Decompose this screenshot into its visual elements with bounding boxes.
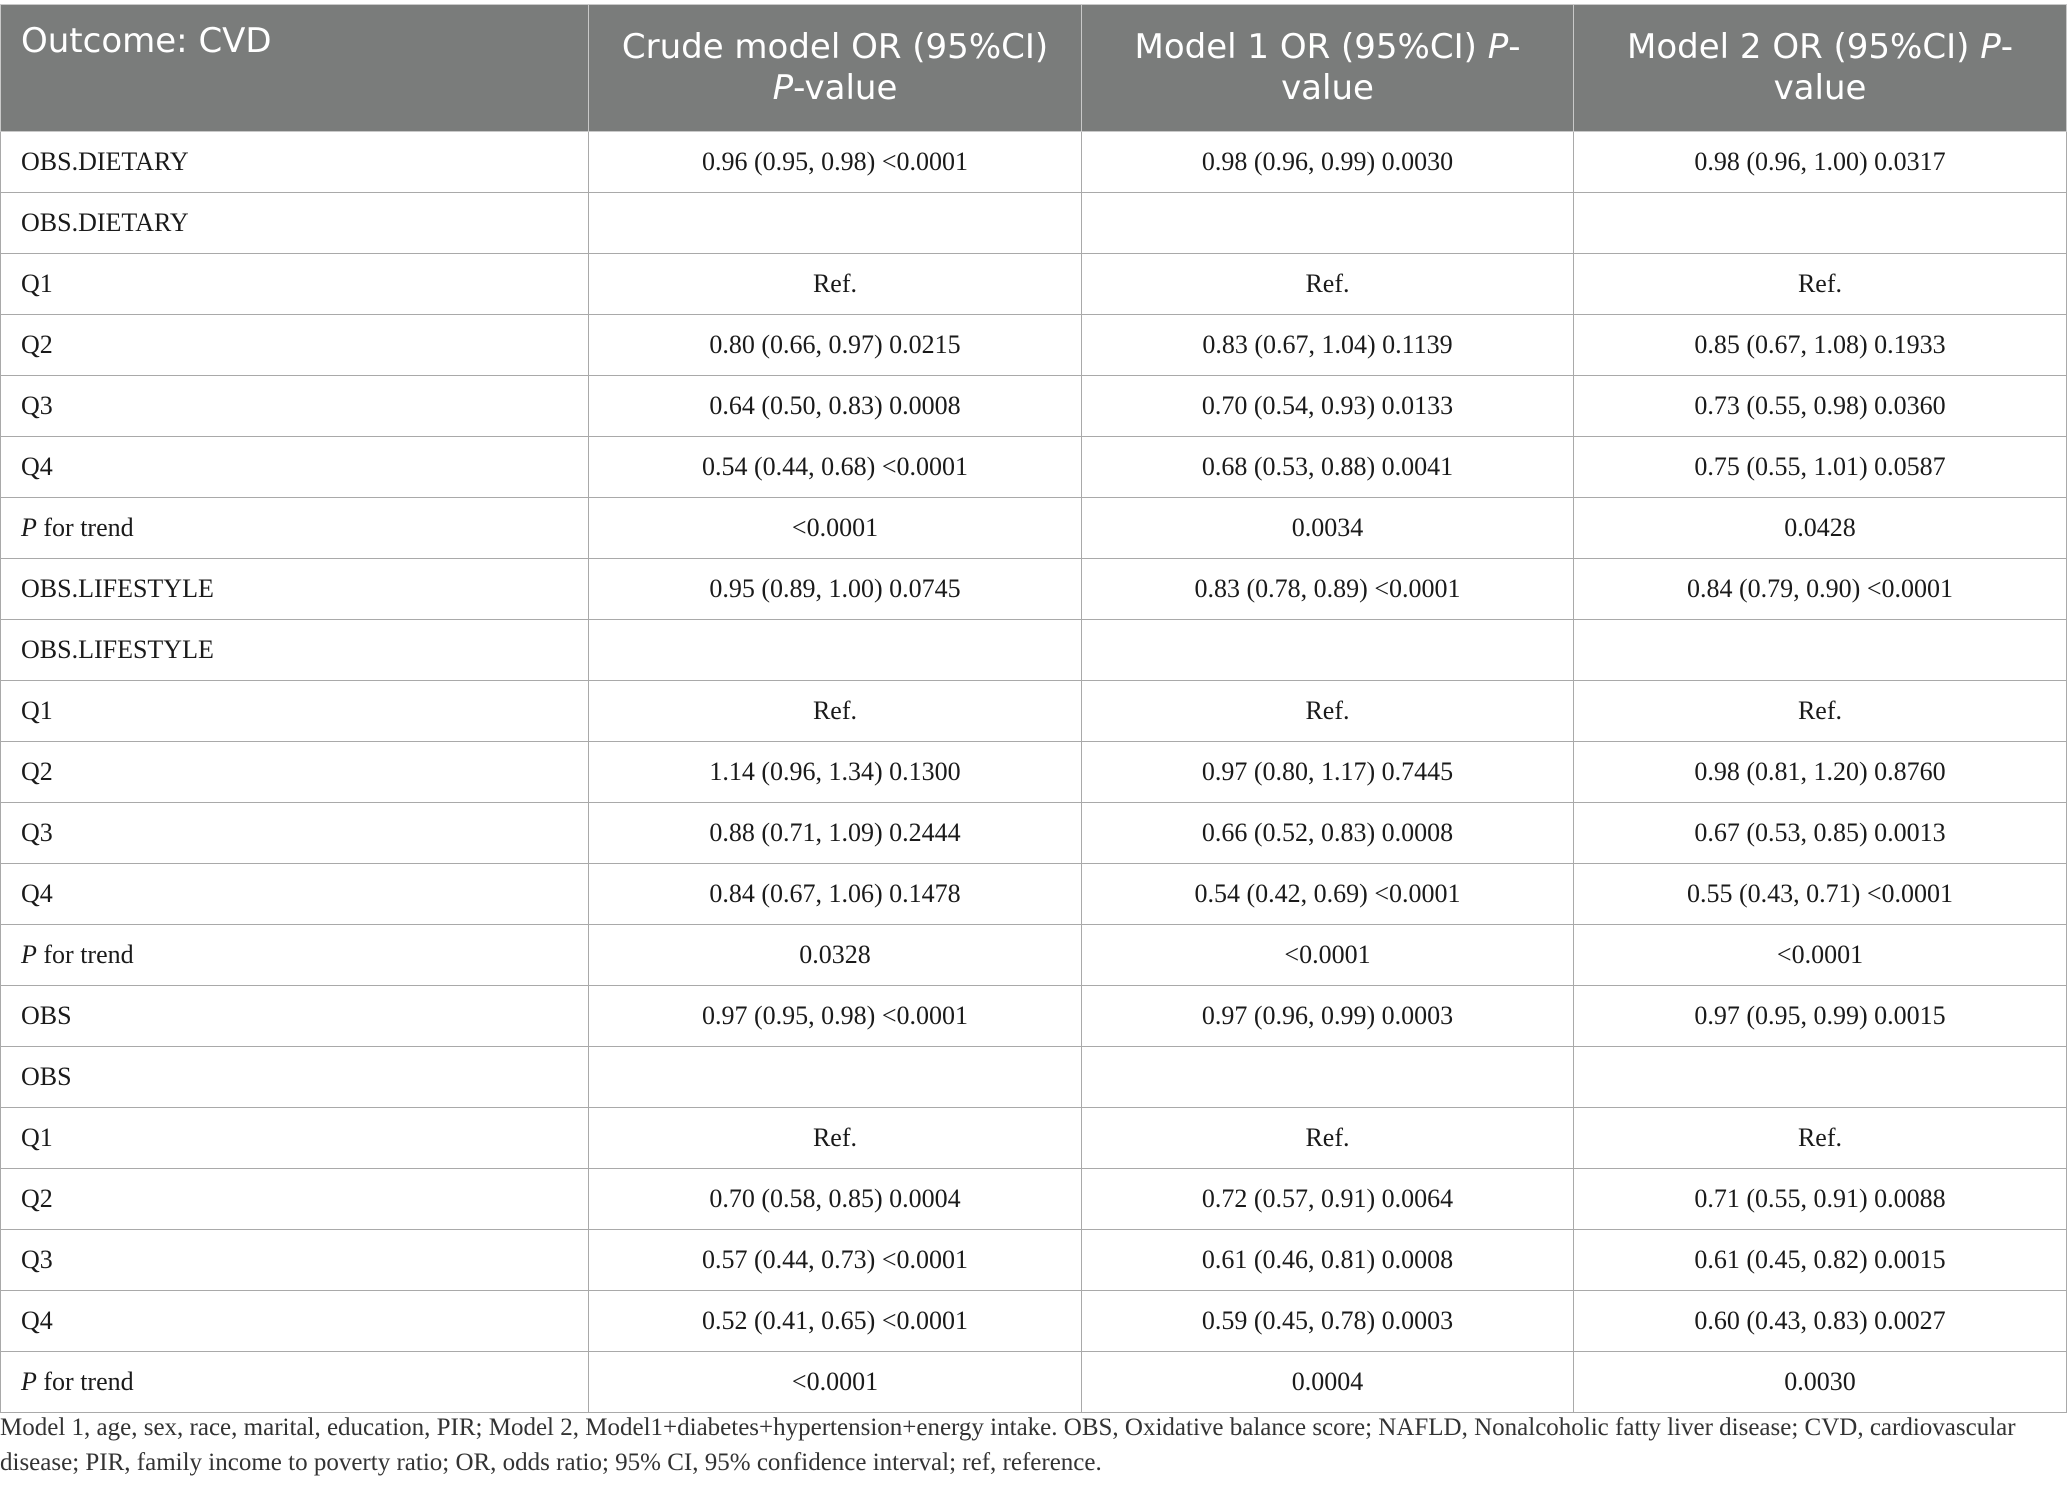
header-crude-p: P [772,68,794,108]
row-label: Q2 [21,757,53,786]
row-label-p: P [21,513,37,542]
model-1-cell: 0.83 (0.67, 1.04) 0.1139 [1082,315,1574,376]
row-label-p: P [21,940,37,969]
table-row [1,681,2067,742]
crude-model-cell [589,193,1082,254]
header-model-2: Model 2 OR (95%CI) P- value [1574,5,2067,132]
model-1-cell: 0.72 (0.57, 0.91) 0.0064 [1082,1169,1574,1230]
crude-model-cell: 0.84 (0.67, 1.06) 0.1478 [589,864,1082,925]
model-2-cell [1574,1047,2067,1108]
model-1-cell: 0.83 (0.78, 0.89) <0.0001 [1082,559,1574,620]
table-row [1,132,2067,193]
crude-model-cell: 0.52 (0.41, 0.65) <0.0001 [589,1291,1082,1352]
model-2-cell: 0.0030 [1574,1352,2067,1413]
row-label-cell [1,986,589,1047]
row-label: OBS.DIETARY [21,208,189,237]
model-2-cell: 0.73 (0.55, 0.98) 0.0360 [1574,376,2067,437]
row-label: Q4 [21,879,53,908]
crude-model-cell: 0.80 (0.66, 0.97) 0.0215 [589,315,1082,376]
table-body [1,132,2067,1413]
row-label-cell [1,1352,589,1413]
row-label: Q2 [21,1184,53,1213]
model-2-cell: 0.97 (0.95, 0.99) 0.0015 [1574,986,2067,1047]
row-label-cell [1,864,589,925]
model-1-cell [1082,193,1574,254]
model-1-cell: Ref. [1082,1108,1574,1169]
model-2-cell: 0.71 (0.55, 0.91) 0.0088 [1574,1169,2067,1230]
table-row [1,1047,2067,1108]
row-label-cell [1,681,589,742]
row-label: OBS.DIETARY [21,147,189,176]
row-label-cell [1,1230,589,1291]
model-2-cell: 0.84 (0.79, 0.90) <0.0001 [1574,559,2067,620]
row-label-cell [1,376,589,437]
row-label: Q2 [21,330,53,359]
crude-model-cell: 0.96 (0.95, 0.98) <0.0001 [589,132,1082,193]
model-1-cell [1082,1047,1574,1108]
table-row [1,559,2067,620]
row-label-cell [1,620,589,681]
row-label-cell [1,1169,589,1230]
header-m1-text: Model 1 OR (95%CI) [1134,27,1488,67]
model-2-cell: Ref. [1574,254,2067,315]
row-label: Q3 [21,1245,53,1274]
row-label: for trend [36,1367,134,1396]
row-label-cell [1,925,589,986]
table-footnote: Model 1, age, sex, race, marital, education, PIR; Model 2, Model1+diabetes+hypertension+energy intake. OBS, Oxidative balance score; NAFLD, Nonalcoholic fatty liver disease; CVD, cardiovascular disease; PIR, family income to poverty ratio; OR, odds ratio; 95% CI, 95% confidence interval; ref, reference. [0,1414,2016,1476]
model-1-cell: 0.98 (0.96, 0.99) 0.0030 [1082,132,1574,193]
model-2-cell: 0.98 (0.81, 1.20) 0.8760 [1574,742,2067,803]
results-table [0,4,2067,1413]
model-2-cell [1574,193,2067,254]
row-label-cell [1,742,589,803]
model-1-cell: 0.97 (0.96, 0.99) 0.0003 [1082,986,1574,1047]
model-1-cell: 0.0004 [1082,1352,1574,1413]
model-2-cell: 0.61 (0.45, 0.82) 0.0015 [1574,1230,2067,1291]
model-2-cell: 0.67 (0.53, 0.85) 0.0013 [1574,803,2067,864]
table-row [1,1230,2067,1291]
table-row [1,254,2067,315]
crude-model-cell: Ref. [589,681,1082,742]
model-2-cell: 0.60 (0.43, 0.83) 0.0027 [1574,1291,2067,1352]
table-row [1,498,2067,559]
table-row [1,437,2067,498]
table-header [1,5,2067,132]
row-label: OBS.LIFESTYLE [21,635,214,664]
table-row [1,1352,2067,1413]
header-crude-text: Crude model OR (95%CI) [621,27,1049,67]
header-m2-p: P [1980,27,2001,67]
table-row [1,1291,2067,1352]
header-m2-text: Model 2 OR (95%CI) [1627,27,1981,67]
model-2-cell: 0.75 (0.55, 1.01) 0.0587 [1574,437,2067,498]
table-row [1,193,2067,254]
crude-model-cell: 0.95 (0.89, 1.00) 0.0745 [589,559,1082,620]
model-2-cell [1574,620,2067,681]
model-1-cell: 0.54 (0.42, 0.69) <0.0001 [1082,864,1574,925]
model-1-cell: Ref. [1082,681,1574,742]
row-label: Q1 [21,1123,53,1152]
row-label-cell [1,315,589,376]
header-crude-suffix: -value [793,68,898,108]
model-1-cell: 0.97 (0.80, 1.17) 0.7445 [1082,742,1574,803]
table-row [1,803,2067,864]
row-label-cell [1,559,589,620]
row-label-p: P [21,1367,37,1396]
row-label: Q4 [21,1306,53,1335]
table-row [1,925,2067,986]
row-label: for trend [36,513,134,542]
model-2-cell: <0.0001 [1574,925,2067,986]
row-label: Q3 [21,818,53,847]
table-row [1,742,2067,803]
model-2-cell: 0.98 (0.96, 1.00) 0.0317 [1574,132,2067,193]
crude-model-cell: 1.14 (0.96, 1.34) 0.1300 [589,742,1082,803]
crude-model-cell: 0.64 (0.50, 0.83) 0.0008 [589,376,1082,437]
header-m1-suffix: value [1281,68,1374,108]
table-row [1,376,2067,437]
row-label: Q3 [21,391,53,420]
crude-model-cell: 0.70 (0.58, 0.85) 0.0004 [589,1169,1082,1230]
row-label: for trend [36,940,134,969]
crude-model-cell: 0.57 (0.44, 0.73) <0.0001 [589,1230,1082,1291]
row-label-cell [1,437,589,498]
crude-model-cell [589,1047,1082,1108]
results-table-container [0,4,2067,1413]
model-2-cell: 0.55 (0.43, 0.71) <0.0001 [1574,864,2067,925]
header-m1-p: P [1487,27,1509,67]
crude-model-cell: Ref. [589,1108,1082,1169]
row-label-cell [1,132,589,193]
model-2-cell: Ref. [1574,1108,2067,1169]
header-row [1,5,2067,132]
model-1-cell: 0.68 (0.53, 0.88) 0.0041 [1082,437,1574,498]
model-1-cell [1082,620,1574,681]
model-2-cell: 0.85 (0.67, 1.08) 0.1933 [1574,315,2067,376]
crude-model-cell: <0.0001 [589,498,1082,559]
row-label: Q1 [21,269,53,298]
row-label-cell [1,1108,589,1169]
row-label: Q1 [21,696,53,725]
crude-model-cell: <0.0001 [589,1352,1082,1413]
header-m2-suffix: value [1773,68,1867,108]
table-row [1,986,2067,1047]
model-2-cell: Ref. [1574,681,2067,742]
crude-model-cell: Ref. [589,254,1082,315]
model-1-cell: 0.66 (0.52, 0.83) 0.0008 [1082,803,1574,864]
row-label: OBS [21,1062,72,1091]
crude-model-cell: 0.0328 [589,925,1082,986]
row-label: Q4 [21,452,53,481]
row-label: OBS.LIFESTYLE [21,574,214,603]
table-row [1,1169,2067,1230]
table-row [1,1108,2067,1169]
table-row [1,620,2067,681]
model-1-cell: <0.0001 [1082,925,1574,986]
row-label: OBS [21,1001,72,1030]
model-1-cell: 0.61 (0.46, 0.81) 0.0008 [1082,1230,1574,1291]
row-label-cell [1,193,589,254]
table-row [1,315,2067,376]
model-1-cell: 0.70 (0.54, 0.93) 0.0133 [1082,376,1574,437]
crude-model-cell: 0.88 (0.71, 1.09) 0.2444 [589,803,1082,864]
header-model-1: Model 1 OR (95%CI) P- value [1082,5,1574,132]
model-1-cell: 0.59 (0.45, 0.78) 0.0003 [1082,1291,1574,1352]
crude-model-cell [589,620,1082,681]
row-label-cell [1,254,589,315]
row-label-cell [1,498,589,559]
crude-model-cell: 0.54 (0.44, 0.68) <0.0001 [589,437,1082,498]
crude-model-cell: 0.97 (0.95, 0.98) <0.0001 [589,986,1082,1047]
row-label-cell [1,803,589,864]
row-label-cell [1,1291,589,1352]
header-outcome: Outcome: CVD [1,5,589,132]
model-2-cell: 0.0428 [1574,498,2067,559]
model-1-cell: 0.0034 [1082,498,1574,559]
header-crude-model [589,5,1082,132]
model-1-cell: Ref. [1082,254,1574,315]
table-row [1,864,2067,925]
row-label-cell [1,1047,589,1108]
